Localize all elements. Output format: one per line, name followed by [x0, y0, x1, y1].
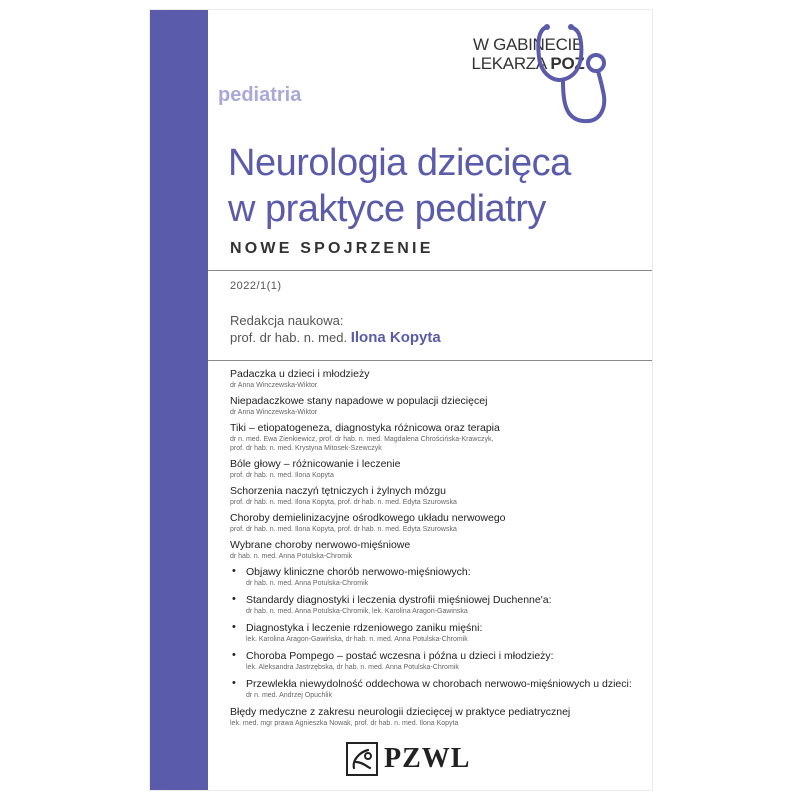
bullet-icon: •: [232, 677, 236, 689]
table-of-contents: [230, 368, 650, 733]
bullet-icon: •: [232, 593, 236, 605]
toc-entry-authors: prof. dr hab. n. med. Ilona Kopyta, prof. dr hab. n. med. Edyta Szurowska: [230, 526, 457, 533]
series-line-2-prefix: LEKARZA: [471, 54, 551, 73]
toc-entry: [230, 706, 650, 728]
category-label: pediatria: [218, 84, 302, 106]
toc-entry: [230, 539, 650, 561]
toc-entry-title: Tiki – etiopatogeneza, diagnostyka różnicowa oraz terapia: [230, 422, 500, 434]
book-cover: [150, 10, 652, 790]
toc-subentry: [230, 678, 650, 700]
toc-entry-title: Bóle głowy – różnicowanie i leczenie: [230, 458, 401, 470]
toc-entry-title: Padaczka u dzieci i młodzieży: [230, 368, 370, 380]
toc-subentry-title: Przewlekła niewydolność oddechowa w chorobach nerwowo-mięśniowych u dzieci:: [246, 678, 632, 690]
toc-subentry-title: Standardy diagnostyki i leczenia dystrofii mięśniowej Duchenne'a:: [246, 594, 552, 606]
toc-entry-authors: dr Anna Winczewska-Wiktor: [230, 382, 318, 389]
toc-subentry-authors: lek. Karolina Aragon-Gawińska, dr hab. n. med. Anna Potulska-Chromik: [246, 636, 468, 643]
toc-entry-title: Choroby demielinizacyjne ośrodkowego układu nerwowego: [230, 512, 506, 524]
title-line-1: Neurologia dziecięca: [228, 142, 571, 184]
editor-line: [230, 329, 441, 346]
publisher-name: PZWL: [384, 743, 471, 774]
toc-entry-authors: lek. med. mgr prawa Agnieszka Nowak, prof. dr hab. n. med. Ilona Kopyta: [230, 720, 459, 727]
bullet-icon: •: [232, 565, 236, 577]
toc-subentry-authors: dr n. med. Andrzej Opuchlik: [246, 692, 332, 699]
bullet-icon: •: [232, 649, 236, 661]
toc-subentry-authors: lek. Aleksandra Jastrzębska, dr hab. n. med. Anna Potulska-Chromik: [246, 664, 459, 671]
toc-entry-title: Błędy medyczne z zakresu neurologii dziecięcej w praktyce pediatrycznej: [230, 706, 571, 718]
toc-entry: [230, 422, 650, 453]
cover-spine-band: [150, 10, 208, 790]
toc-entry: [230, 512, 650, 534]
book-subtitle: NOWE SPOJRZENIE: [230, 240, 434, 257]
series-line-1: W GABINECIE: [472, 35, 584, 54]
editor-block: [230, 312, 441, 346]
toc-subentry: [230, 650, 650, 672]
toc-subentry-title: Objawy kliniczne chorób nerwowo-mięśniowych:: [246, 566, 471, 578]
toc-entry-authors: prof. dr hab. n. med. Ilona Kopyta: [230, 472, 334, 479]
series-line-2-bold: POZ: [550, 54, 585, 73]
toc-entry: [230, 368, 650, 390]
bullet-icon: •: [232, 621, 236, 633]
book-title: [228, 140, 648, 232]
toc-entry-authors: dr n. med. Ewa Zienkiewicz, prof. dr hab. n. med. Magdalena Chrościńska-Krawczyk,: [230, 436, 494, 443]
toc-entry: [230, 485, 650, 507]
toc-entry-title: Schorzenia naczyń tętniczych i żylnych mózgu: [230, 485, 446, 497]
toc-entry-authors: dr hab. n. med. Anna Potulska-Chromik: [230, 553, 353, 560]
toc-subentry-title: Diagnostyka i leczenie rdzeniowego zaniku mięśni:: [246, 622, 483, 634]
issue-number: 2022/1(1): [230, 280, 282, 292]
toc-entry-authors-cont: prof. dr hab. n. med. Krystyna Mitosek-Szewczyk: [230, 445, 382, 452]
toc-subentry: [230, 622, 650, 644]
title-line-2: w praktyce pediatry: [228, 188, 546, 230]
toc-entry-title: Niepadaczkowe stany napadowe w populacji dziecięcej: [230, 395, 488, 407]
editor-label: Redakcja naukowa:: [230, 313, 344, 328]
toc-subentry: [230, 566, 650, 588]
editor-name: Ilona Kopyta: [350, 329, 441, 346]
toc-subentry-authors: dr hab. n. med. Anna Potulska-Chromik: [246, 580, 369, 587]
toc-entry: [230, 458, 650, 480]
editor-prefix: prof. dr hab. n. med.: [230, 330, 348, 345]
toc-entry-title: Wybrane choroby nerwowo-mięśniowe: [230, 539, 411, 551]
toc-subentry: [230, 594, 650, 616]
toc-subentry-title: Choroba Pompego – postać wczesna i późna u dzieci i młodzieży:: [246, 650, 554, 662]
divider-top: [208, 270, 652, 271]
stethoscope-icon: [525, 23, 615, 133]
divider-bottom: [208, 360, 652, 361]
toc-entry: [230, 395, 650, 417]
toc-entry-authors: prof. dr hab. n. med. Ilona Kopyta, prof. dr hab. n. med. Edyta Szurowska: [230, 499, 457, 506]
toc-subentry-authors: dr hab. n. med. Anna Potulska-Chromik, lek. Karolina Aragon-Gawinska: [246, 608, 468, 615]
toc-entry-authors: dr Anna Winczewska-Wiktor: [230, 409, 318, 416]
publisher-logo-icon: [346, 742, 378, 776]
